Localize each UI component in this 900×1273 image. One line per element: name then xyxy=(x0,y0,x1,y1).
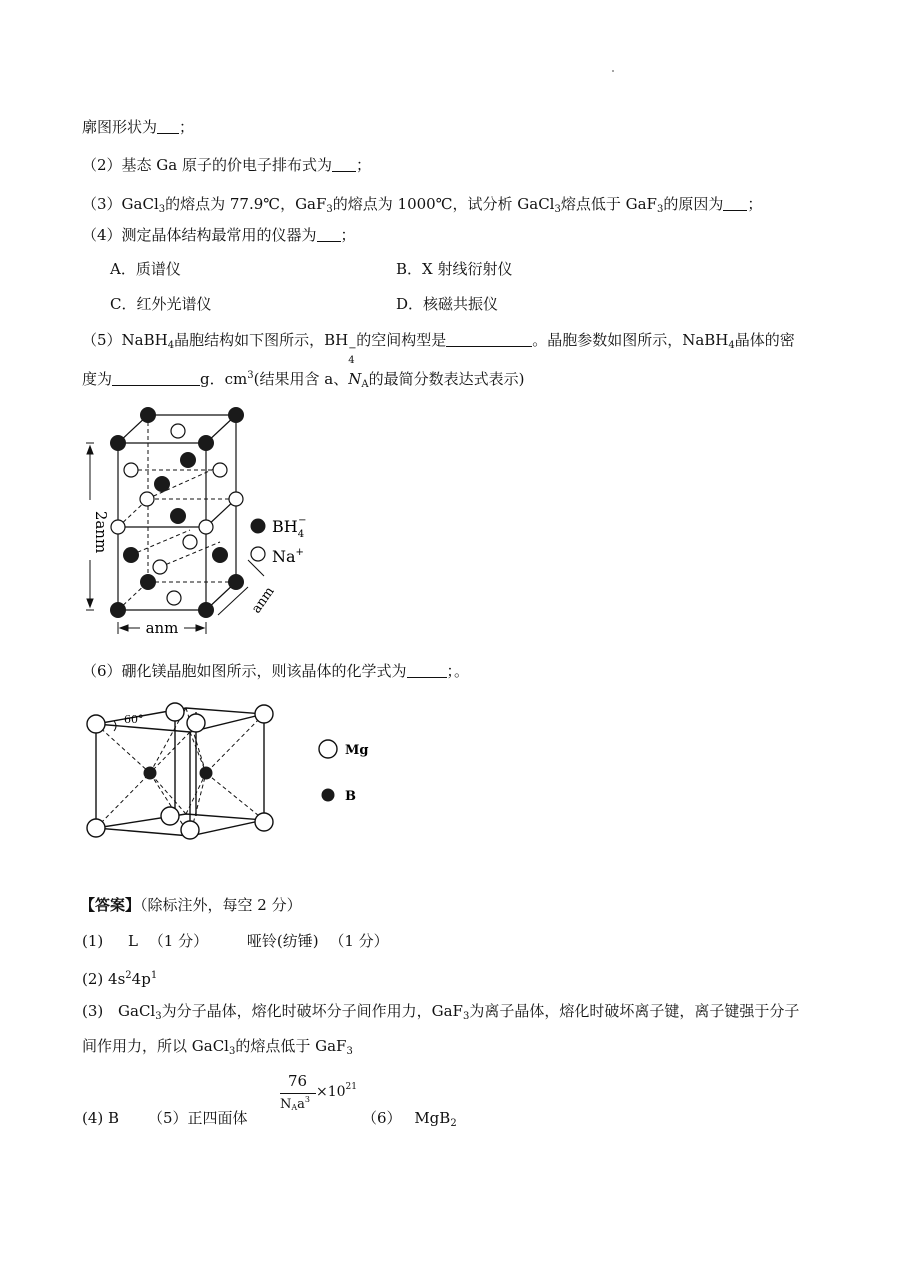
legend-mg-label: Mg xyxy=(345,743,369,758)
answer-header: 【答案】（除标注外，每空 2 分） xyxy=(80,896,302,914)
bh4-ion xyxy=(198,602,214,618)
q6: （6）硼化镁晶胞如图所示，则该晶体的化学式为 ；。 xyxy=(82,662,470,680)
bh4-ion xyxy=(140,407,156,423)
q5-line2: 度为 g．$cm^3$(结果用含 a、$N_A$的最简分数表达式表示) xyxy=(82,370,525,390)
answer-6: （6） MgB$_2$ xyxy=(362,1109,457,1129)
legend-b-label: B xyxy=(345,789,356,804)
bh4-ion xyxy=(180,452,196,468)
bh4-ion xyxy=(140,574,156,590)
na-ion xyxy=(183,535,197,549)
mg-atom xyxy=(255,705,273,723)
mg-atom xyxy=(87,819,105,837)
q2: （2）基态 Ga 原子的价电子排布式为 ； xyxy=(82,156,372,174)
q6-blank[interactable] xyxy=(407,677,447,678)
q3-blank[interactable] xyxy=(723,210,747,211)
q4: （4）测定晶体结构最常用的仪器为 ； xyxy=(82,226,356,244)
na-ion xyxy=(140,492,154,506)
page-dot xyxy=(612,70,614,72)
q5-blank-density[interactable] xyxy=(112,385,200,386)
mg-atom xyxy=(255,813,273,831)
na-ion xyxy=(111,520,125,534)
q4-option-d: D．核磁共振仪 xyxy=(396,295,499,313)
bond-lines xyxy=(96,708,264,836)
bh4-ion xyxy=(110,435,126,451)
answer-5-density-formula: 76 NAa$^3$ $\times 10^{21}$ xyxy=(280,1072,357,1112)
angle-label: 60° xyxy=(124,713,144,726)
mg-atom xyxy=(161,807,179,825)
bh4-ion xyxy=(154,476,170,492)
bh4-ion xyxy=(212,547,228,563)
b-atom xyxy=(144,767,157,780)
mg-atom xyxy=(166,703,184,721)
legend-bh4-label: $BH_4-$ xyxy=(272,515,307,540)
dim-depth-label: anm xyxy=(248,584,278,617)
mg-atom xyxy=(87,715,105,733)
mgb2-unit-cell-figure xyxy=(78,698,378,843)
nabh4-unit-cell-figure xyxy=(78,400,328,645)
na-ion xyxy=(213,463,227,477)
answer-3-line1: (3) GaCl$_3$为分子晶体，熔化时破坏分子间作用力，GaF$_3$为离子晶体，熔化时破坏离子键，离子键强于分子 xyxy=(82,1002,800,1022)
legend-na-label: Na+ xyxy=(272,547,304,566)
legend-na-marker xyxy=(251,547,265,561)
na-ion xyxy=(124,463,138,477)
q2-blank[interactable] xyxy=(332,171,356,172)
answer-4: (4) B xyxy=(82,1109,120,1127)
q4-option-a: A．质谱仪 xyxy=(110,260,181,278)
legend-bh4-marker xyxy=(251,519,266,534)
q4-option-c: C．红外光谱仪 xyxy=(110,295,212,313)
cell-edges xyxy=(96,708,264,836)
dim-width-label: anm xyxy=(145,619,179,637)
legend-b-marker xyxy=(322,789,335,802)
bh4-ion xyxy=(198,435,214,451)
q4-option-b: B．X 射线衍射仪 xyxy=(396,260,513,278)
bh4-ion xyxy=(123,547,139,563)
na-ion xyxy=(153,560,167,574)
answer-2: (2) $4s^24p^1$ xyxy=(82,970,158,988)
answer-1: (1) L （1 分） 哑铃(纺锤) （1 分） xyxy=(82,932,389,950)
q3: （3）GaCl$_3$的熔点为 77.9℃，GaF$_3$的熔点为 1000℃，试分析 GaCl$_3$熔点低于 GaF$_3$的原因为 ； xyxy=(82,195,763,215)
bh4-atoms xyxy=(110,407,244,618)
bh4-ion xyxy=(170,508,186,524)
q5-blank-shape[interactable] xyxy=(446,346,532,347)
mg-atom xyxy=(181,821,199,839)
legend-mg-marker xyxy=(319,740,337,758)
bh4-ion xyxy=(228,574,244,590)
na-ion xyxy=(171,424,185,438)
na-ion xyxy=(199,520,213,534)
answer-5: （5）正四面体 xyxy=(148,1109,248,1127)
q4-blank[interactable] xyxy=(317,241,341,242)
answer-3-line2: 间作用力，所以 GaCl$_3$的熔点低于 GaF$_3$ xyxy=(82,1037,353,1057)
na-ion xyxy=(229,492,243,506)
dim-height-label: 2anm xyxy=(92,510,110,554)
q1-blank[interactable] xyxy=(157,133,179,134)
fraction-bar xyxy=(280,1093,316,1094)
q1-tail: 廓图形状为 ； xyxy=(82,118,195,136)
na-ion xyxy=(167,591,181,605)
bh4-ion xyxy=(110,602,126,618)
mg-atom xyxy=(187,714,205,732)
b-atoms xyxy=(144,767,213,780)
q5-line1: （5）NaBH$_4$晶胞结构如下图所示，BH 4 − 的空间构型是 。晶胞参数如图所示，NaBH$_4$晶体的密 xyxy=(82,331,795,366)
bh4-ion xyxy=(228,407,244,423)
b-atom xyxy=(200,767,213,780)
